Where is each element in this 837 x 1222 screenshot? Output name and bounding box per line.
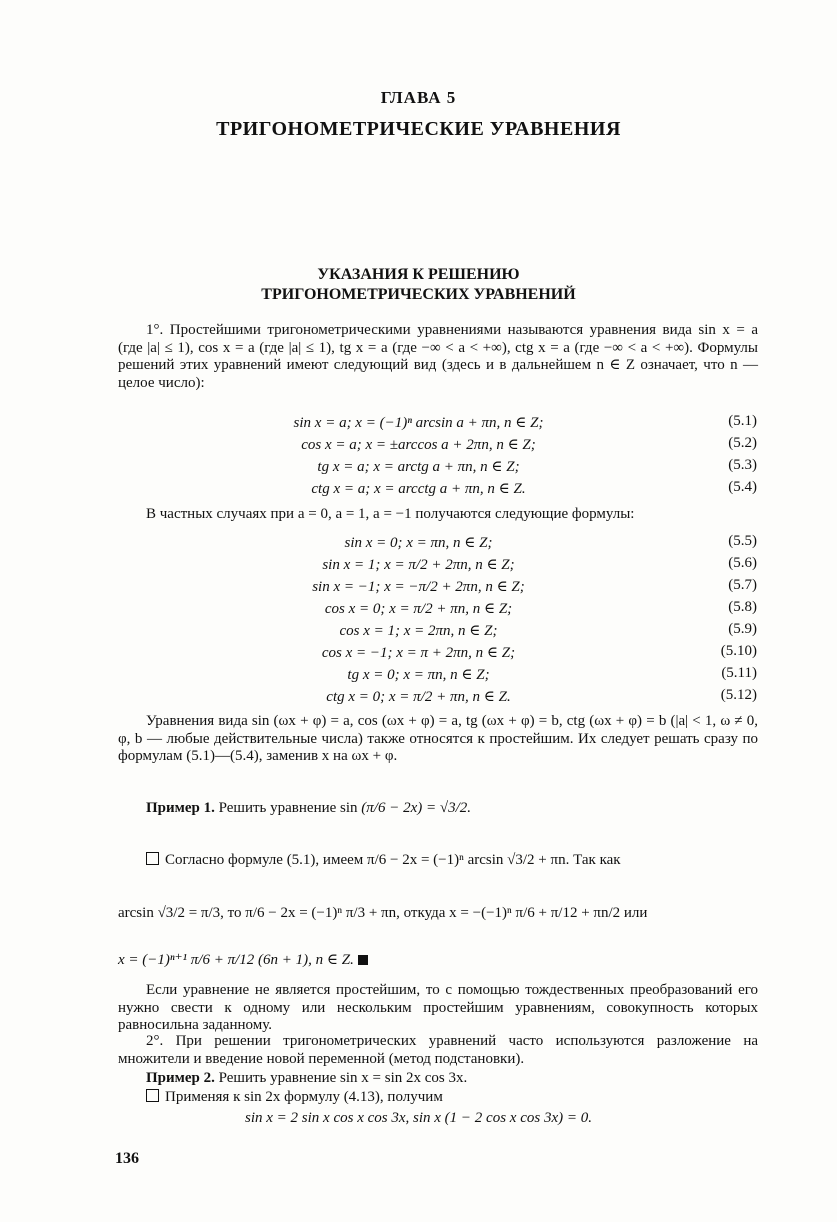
group2-equation-8: ctg x = 0; x = π/2 + πn, n ∈ Z.	[326, 689, 511, 705]
example-1-text: Решить уравнение sin	[218, 800, 358, 816]
solution-1-text-a: Согласно формуле (5.1), имеем π/6 − 2x = (−1)ⁿ arcsin √3/2 + πn. Так как	[165, 852, 621, 868]
solution-2-equation: sin x = 2 sin x cos x cos 3x, sin x (1 − 2 cos x cos 3x) = 0.	[245, 1110, 592, 1126]
group1-equation-number-1: (5.1)	[728, 413, 757, 429]
group2-equation-2: sin x = 1; x = π/2 + 2πn, n ∈ Z;	[322, 557, 515, 573]
solution-1-text-c: x = (−1)ⁿ⁺¹ π/6 + π/12 (6n + 1), n ∈ Z.	[118, 952, 354, 968]
example-2-text: Решить уравнение sin x = sin 2x cos 3x.	[218, 1070, 468, 1086]
group2-equation-number-2: (5.6)	[728, 555, 757, 571]
group2-equation-4: cos x = 0; x = π/2 + πn, n ∈ Z;	[324, 601, 513, 617]
section-title-line1: УКАЗАНИЯ К РЕШЕНИЮ	[317, 266, 520, 283]
group1-equation-3: tg x = a; x = arctg a + πn, n ∈ Z;	[317, 459, 520, 475]
paragraph-4: Если уравнение не является простейшим, то с помощью тождественных преобразований его нужно свести к одному или нескольким простейшим уравнениям, совокупность которых равносильна заданному.	[118, 982, 758, 1034]
section-title-line2: ТРИГОНОМЕТРИЧЕСКИХ УРАВНЕНИЙ	[261, 286, 576, 303]
group2-equation-6: cos x = −1; x = π + 2πn, n ∈ Z;	[321, 645, 516, 661]
group2-equation-number-5: (5.9)	[728, 621, 757, 637]
group2-equation-1: sin x = 0; x = πn, n ∈ Z;	[344, 535, 493, 551]
group2-equation-5: cos x = 1; x = 2πn, n ∈ Z;	[339, 623, 498, 639]
group2-equation-3: sin x = −1; x = −π/2 + 2πn, n ∈ Z;	[312, 579, 525, 595]
group2-equation-number-8: (5.12)	[720, 687, 757, 703]
group1-equation-4: ctg x = a; x = arcctg a + πn, n ∈ Z.	[311, 481, 526, 497]
group2-equation-number-1: (5.5)	[728, 533, 757, 549]
group2-equation-number-6: (5.10)	[720, 643, 757, 659]
page-number: 136	[115, 1150, 139, 1167]
group1-equation-1: sin x = a; x = (−1)ⁿ arcsin a + πn, n ∈ Z;	[293, 415, 544, 431]
solution-2-line-1	[146, 1089, 443, 1106]
paragraph-3: Уравнения вида sin (ωx + φ) = a, cos (ωx + φ) = a, tg (ωx + φ) = b, ctg (ωx + φ) = b (|a| < 1, ω ≠ 0, φ, b — любые действительные числа) также относятся к простейшим. Их следует решать сразу по формулам (5.1)—(5.4), заменив x на ωx + φ.	[118, 713, 758, 765]
example-2-label: Пример 2.	[146, 1070, 215, 1086]
group1-equation-number-4: (5.4)	[728, 479, 757, 495]
group1-equation-number-2: (5.2)	[728, 435, 757, 451]
group2-equation-7: tg x = 0; x = πn, n ∈ Z;	[347, 667, 490, 683]
solution-1-line-2: arcsin √3/2 = π/3, то π/6 − 2x = (−1)ⁿ π/3 + πn, откуда x = −(−1)ⁿ π/6 + π/12 + πn/2 или	[118, 905, 648, 921]
group2-equation-number-7: (5.11)	[721, 665, 757, 681]
example-1-label: Пример 1.	[146, 800, 215, 816]
chapter-label: ГЛАВА 5	[380, 88, 457, 107]
group1-equation-number-3: (5.3)	[728, 457, 757, 473]
solution-1-line-1	[146, 852, 621, 869]
example-1-argument: (π/6 − 2x) =	[361, 800, 437, 816]
example-1-rhs: √3/2.	[439, 800, 472, 816]
paragraph-2: В частных случаях при a = 0, a = 1, a = −1 получаются следующие формулы:	[146, 506, 635, 522]
solution-start-square-icon	[146, 852, 159, 865]
paragraph-5: 2°. При решении тригонометрических уравнений часто используются разложение на множители и введение новой переменной (метод подстановки).	[118, 1033, 758, 1067]
solution-2-text: Применяя к sin 2x формулу (4.13), получим	[165, 1089, 443, 1105]
example-1	[146, 800, 471, 817]
example-2	[146, 1070, 467, 1087]
group2-equation-number-4: (5.8)	[728, 599, 757, 615]
chapter-title: ТРИГОНОМЕТРИЧЕСКИЕ УРАВНЕНИЯ	[216, 118, 621, 140]
paragraph-1: 1°. Простейшими тригонометрическими уравнениями называются уравнения вида sin x = a (где |a| ≤ 1), cos x = a (где |a| ≤ 1), tg x = a (где −∞ < a < +∞), ctg x = a (где −∞ < a < +∞). Формулы решений этих уравнений имеют следующий вид (здесь и в дальнейшем n ∈ Z означает, что n — целое число):	[118, 322, 758, 391]
solution-1-line-3	[118, 950, 368, 969]
solution-start-square-icon-2	[146, 1089, 159, 1102]
end-of-proof-icon	[358, 955, 368, 965]
group1-equation-2: cos x = a; x = ±arccos a + 2πn, n ∈ Z;	[301, 437, 536, 453]
group2-equation-number-3: (5.7)	[728, 577, 757, 593]
